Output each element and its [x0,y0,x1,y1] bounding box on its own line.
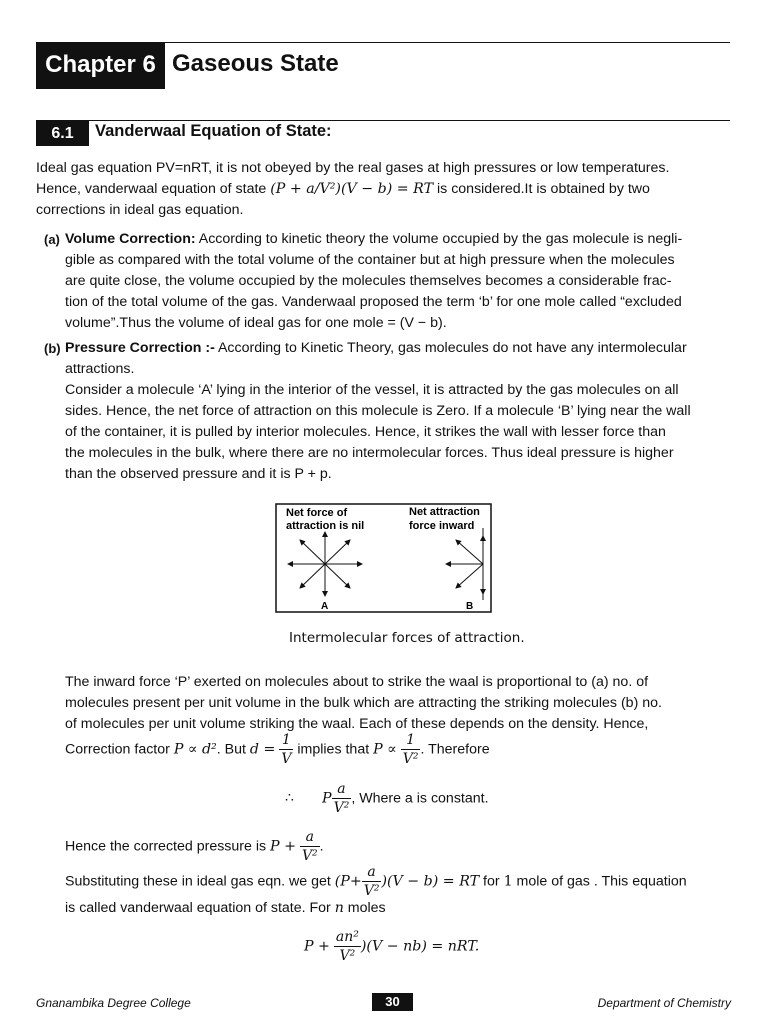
subst-open: (P+ [334,873,362,890]
substitution-line-2 [65,898,731,919]
frac-num: 1 [401,731,421,750]
subst-text: Substituting these in ideal gas eqn. we get [65,873,335,890]
body2-line-2: molecules present per unit volume in the bulk which are attracting the striking molecules (b) no. [65,695,662,711]
item-a-line-4: tion of the total volume of the gas. Vanderwaal proposed the term ‘b’ for one mole called “excluded [65,294,682,310]
frac-den: V² [402,751,419,767]
fraction-an2-over-v2 [334,928,361,965]
item-b-line-2: attractions. [65,361,135,377]
subst-eq: )(V − b) = RT [381,873,480,890]
intro-line-3: corrections in ideal gas equation. [36,202,244,218]
corrected-pressure-line [65,828,324,865]
body2-text: . But [216,741,250,758]
frac-den: V² [301,848,318,864]
p-proportional-d2: P ∝ d² [173,741,217,758]
figure-label-left-1: Net force of [286,507,348,519]
subst-text: for [479,873,504,890]
frac-num: 1 [279,731,293,750]
eq1-text: , Where a is constant. [351,790,489,807]
molecule-b-arrows [446,528,483,600]
chapter-title: Gaseous State [172,50,339,77]
substitution-line-1 [65,863,731,900]
intro-text: Hence, vanderwaal equation of state [36,181,271,197]
item-b-line-1 [65,338,731,359]
frac-num: an² [335,929,359,945]
fraction-a-over-v2 [362,863,382,900]
item-a-line-1 [65,229,731,250]
frac-den: V [281,751,292,767]
subst-text: mole of gas . This equation [512,873,687,890]
section-title: Vanderwaal Equation of State: [95,122,332,140]
vanderwaal-equation-inline: (P + a/V²)(V − b) = RT [270,181,434,197]
eq-p-plus: P + [270,838,296,855]
item-a-line-2: gible as compared with the total volume of the container but at high pressure when the molecules [65,252,675,268]
p-proportional: P ∝ [373,741,397,758]
item-a-line-3: are quite close, the volume occupied by the molecules themselves becomes a considerable frac- [65,273,672,289]
fraction-one-over-v2 [401,731,421,768]
subst-one: 1 [503,873,513,890]
fraction-one-over-v [279,731,293,768]
figure-point-a: A [321,601,329,612]
item-a-marker: (a) [44,232,60,247]
item-b-line-5: of the container, it is pulled by interior molecules. Hence, it strikes the wall with lesser force than [65,424,666,440]
figure-point-b: B [466,601,474,612]
body2-line-3: of molecules per unit volume striking the waal. Each of these depends on the density. Hence, [65,716,649,732]
equation-p-a-over-v2 [285,780,489,817]
molecule-a-arrows [288,532,362,596]
frac-den: V² [339,948,356,964]
fraction-a-over-v2 [332,780,352,817]
item-b-line-7: than the observed pressure and it is P + p. [65,466,332,482]
footer-college: Gnanambika Degree College [36,996,191,1010]
item-b-line-3: Consider a molecule ‘A’ lying in the interior of the vessel, it is attracted by the gas molecules on all [65,382,679,398]
section-rule [36,120,730,121]
intro-text: is considered.It is obtained by two [433,181,650,197]
item-b-text: According to Kinetic Theory, gas molecules do not have any intermolecular [214,340,687,356]
intro-line-1: Ideal gas equation PV=nRT, it is not obeyed by the real gases at high pressures or low temperatures. [36,160,670,176]
final-left: P + [304,938,330,955]
subst-text: moles [343,900,386,916]
corrected-text: Hence the corrected pressure is [65,838,271,855]
subst-n: n [334,900,344,916]
page-number: 30 [372,993,413,1011]
frac-den: V² [363,883,380,899]
intro-line-2 [36,179,731,200]
final-right: )(V − nb) = nRT. [360,938,480,955]
subst-text: is called vanderwaal equation of state. For [65,900,335,916]
item-b-line-4: sides. Hence, the net force of attraction on this molecule is Zero. If a molecule ‘B’ lying near the wall [65,403,691,419]
item-a-term: Volume Correction: [65,231,196,247]
frac-num: a [300,828,320,847]
item-b-term: Pressure Correction :- [65,340,215,356]
section-number: 6.1 [36,121,89,146]
body2-text: . Therefore [420,741,490,758]
figure-label-right-1: Net attraction [409,506,480,518]
chapter-label: Chapter 6 [36,43,165,89]
body2-line-4 [65,731,731,768]
vanderwaal-equation-n-moles [304,928,479,965]
eq-p: P [322,790,332,807]
figure-label-right-2: force inward [409,520,475,532]
therefore-symbol: ∴ [285,790,295,807]
item-a-line-5: volume”.Thus the volume of ideal gas for one mole = (V − b). [65,315,447,331]
intermolecular-forces-figure [270,500,500,618]
corrected-end: . [319,838,324,855]
body2-line-1: The inward force ‘P’ exerted on molecules about to strike the waal is proportional to (a) no. of [65,674,649,690]
figure-label-left-2: attraction is nil [286,520,365,532]
d-equals: d = [249,741,276,758]
item-a-text: According to kinetic theory the volume occupied by the gas molecule is negli- [195,231,683,247]
item-b-marker: (b) [44,341,61,356]
body2-text: implies that [297,741,374,758]
figure-caption: Intermolecular forces of attraction. [289,630,525,646]
footer-department: Department of Chemistry [597,996,731,1010]
frac-num: a [332,780,352,799]
fraction-a-over-v2 [300,828,320,865]
item-b-line-6: the molecules in the bulk, where there are no intermolecular forces. Thus ideal pressure is higher [65,445,674,461]
body2-text: Correction factor [65,741,174,758]
frac-num: a [362,863,382,882]
frac-den: V² [333,800,350,816]
